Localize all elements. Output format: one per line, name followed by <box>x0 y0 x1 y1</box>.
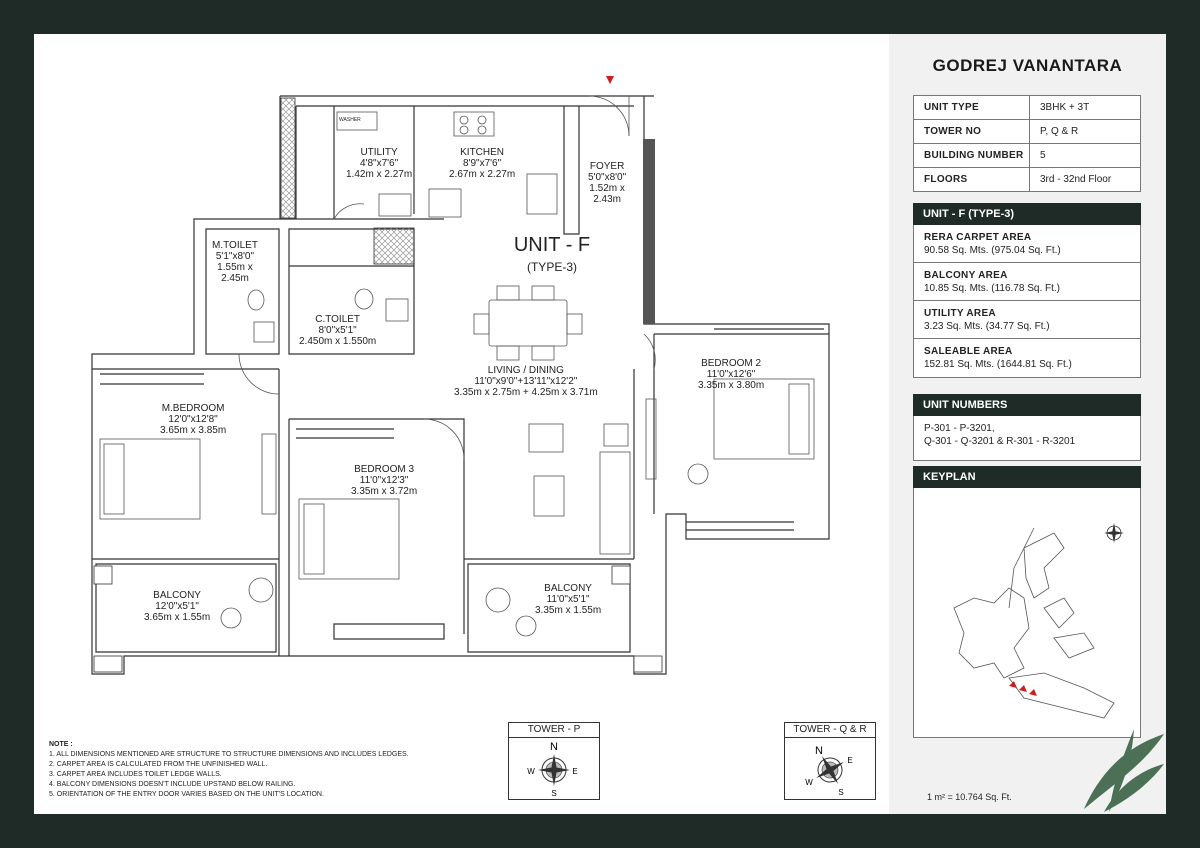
compass-icon <box>509 737 599 799</box>
unit-title: UNIT - F <box>513 234 591 256</box>
room-label-kitchen <box>449 147 515 180</box>
note-item: 2. CARPET AREA IS CALCULATED FROM THE UNFINISHED WALL. <box>49 761 268 768</box>
room-imperial: 4'8"x7'6" <box>359 158 399 169</box>
unit-info-table <box>913 95 1141 192</box>
room-imperial: 5'0"x8'0" <box>588 172 627 183</box>
room-imperial: 8'0"x5'1" <box>318 325 357 336</box>
room-imperial: 11'0"x12'3" <box>359 475 409 486</box>
room-name: UTILITY <box>360 147 398 158</box>
room-name: M.TOILET <box>212 240 258 251</box>
compass-caption: TOWER - P <box>509 723 599 738</box>
room-metric: 2.450m x 1.550m <box>299 336 377 347</box>
area-value: 90.58 Sq. Mts. (975.04 Sq. Ft.) <box>924 245 1061 256</box>
table-row <box>914 120 1141 144</box>
washer-label: WASHER <box>339 117 361 123</box>
notes-title: NOTE : <box>49 741 73 748</box>
plan-notes <box>49 740 409 800</box>
info-value: 3rd - 32nd Floor <box>1030 168 1141 192</box>
compass-icon <box>785 737 875 799</box>
room-imperial: 11'0"x12'6" <box>706 369 756 380</box>
room-label-bedroom-2 <box>698 358 764 391</box>
info-value: P, Q & R <box>1030 120 1141 144</box>
room-imperial: 5'1"x8'0" <box>215 251 255 262</box>
room-label-utility <box>346 147 412 180</box>
area-list <box>913 225 1141 378</box>
room-metric: 1.52m x <box>589 183 625 194</box>
list-item <box>914 301 1140 339</box>
room-metric: 1.42m x 2.27m <box>346 169 413 180</box>
room-metric: 3.35m x 1.55m <box>535 605 602 616</box>
compass-tower-q-r <box>784 722 876 800</box>
room-metric: 2.67m x 2.27m <box>449 169 516 180</box>
room-metric: 3.65m x 3.85m <box>160 425 227 436</box>
keyplan-heading: KEYPLAN <box>913 466 1141 488</box>
keyplan-map <box>914 488 1140 736</box>
room-metric: 2.45m <box>221 273 249 284</box>
table-row <box>914 168 1141 192</box>
room-metric: 2.43m <box>593 194 621 205</box>
compass-caption: TOWER - Q & R <box>785 723 875 738</box>
list-item <box>914 263 1140 301</box>
room-name: BEDROOM 3 <box>354 464 415 475</box>
room-metric: 3.35m x 3.80m <box>698 380 765 391</box>
info-key: TOWER NO <box>914 120 1030 144</box>
area-value: 10.85 Sq. Mts. (116.78 Sq. Ft.) <box>924 283 1060 294</box>
room-label-balcony-1 <box>144 590 210 623</box>
room-label-bedroom-3 <box>351 464 417 497</box>
info-key: UNIT TYPE <box>914 96 1030 120</box>
unit-numbers-heading: UNIT NUMBERS <box>913 394 1141 416</box>
room-label-balcony-2 <box>535 583 601 616</box>
unit-subtitle: (TYPE-3) <box>526 260 577 274</box>
area-value: 152.81 Sq. Mts. (1644.81 Sq. Ft.) <box>924 359 1072 370</box>
room-name: BALCONY <box>153 590 201 601</box>
keyplan-box <box>913 488 1141 738</box>
brand-title: GODREJ VANANTARA <box>932 56 1123 75</box>
room-metric: 3.35m x 2.75m + 4.25m x 3.71m <box>454 387 598 398</box>
floor-plan <box>34 34 889 814</box>
compass-tower-p <box>508 722 600 800</box>
room-name: M.BEDROOM <box>161 403 225 414</box>
unit-numbers-line-2: Q-301 - Q-3201 & R-301 - R-3201 <box>924 436 1076 447</box>
list-item <box>914 225 1140 263</box>
room-name: BALCONY <box>544 583 592 594</box>
compass-e: E <box>572 767 578 776</box>
room-label-living-dining <box>454 365 598 398</box>
area-key: SALEABLE AREA <box>924 346 1013 357</box>
compass-n: N <box>550 741 558 753</box>
note-item: 1. ALL DIMENSIONS MENTIONED ARE STRUCTURE TO STRUCTURE DIMENSIONS AND INCLUDES LEDGES. <box>49 751 409 758</box>
compass-s: S <box>838 788 844 797</box>
room-name: FOYER <box>589 161 625 172</box>
table-row <box>914 144 1141 168</box>
unit-section-heading: UNIT - F (TYPE-3) <box>913 203 1141 225</box>
room-imperial: 8'9"x7'6" <box>462 158 502 169</box>
room-name: KITCHEN <box>460 147 505 158</box>
room-imperial: 11'0"x9'0"+13'11"x12'2" <box>474 376 578 387</box>
area-key: RERA CARPET AREA <box>924 232 1032 243</box>
unit-conversion-note: 1 m² = 10.764 Sq. Ft. <box>927 792 1012 802</box>
entry-marker-icon <box>606 76 614 84</box>
info-panel <box>889 34 1166 814</box>
room-metric: 3.35m x 3.72m <box>351 486 418 497</box>
compass-w: W <box>805 778 813 787</box>
room-label-m-toilet <box>212 240 258 284</box>
room-name: C.TOILET <box>315 314 361 325</box>
room-metric: 3.65m x 1.55m <box>144 612 211 623</box>
keyplan-compass-icon <box>1104 523 1124 543</box>
room-metric: 1.55m x <box>217 262 253 273</box>
info-value: 5 <box>1030 144 1141 168</box>
compass-e: E <box>847 756 853 765</box>
note-item: 5. ORIENTATION OF THE ENTRY DOOR VARIES BASED ON THE UNIT'S LOCATION. <box>49 791 324 798</box>
unit-numbers-line-1: P-301 - P-3201, <box>924 423 995 434</box>
compass-n: N <box>815 745 823 757</box>
unit-numbers-box <box>913 416 1141 461</box>
table-row <box>914 96 1141 120</box>
room-label-m-bedroom <box>160 403 226 436</box>
room-imperial: 12'0"x12'8" <box>168 414 218 425</box>
room-label-c-toilet <box>299 314 376 347</box>
room-name: BEDROOM 2 <box>701 358 762 369</box>
compass-s: S <box>551 789 557 798</box>
room-label-foyer <box>588 161 626 205</box>
room-name: LIVING / DINING <box>487 365 564 376</box>
note-item: 4. BALCONY DIMENSIONS DOESN'T INCLUDE UPSTAND BELOW RAILING. <box>49 781 296 788</box>
room-imperial: 12'0"x5'1" <box>155 601 199 612</box>
area-value: 3.23 Sq. Mts. (34.77 Sq. Ft.) <box>924 321 1050 332</box>
info-key: BUILDING NUMBER <box>914 144 1030 168</box>
note-item: 3. CARPET AREA INCLUDES TOILET LEDGE WALLS. <box>49 771 222 778</box>
info-value: 3BHK + 3T <box>1030 96 1141 120</box>
area-key: UTILITY AREA <box>924 308 996 319</box>
brochure-page <box>34 34 1166 814</box>
area-key: BALCONY AREA <box>924 270 1008 281</box>
compass-w: W <box>527 767 535 776</box>
room-imperial: 11'0"x5'1" <box>546 594 590 605</box>
list-item <box>914 339 1140 377</box>
info-key: FLOORS <box>914 168 1030 192</box>
leaf-decoration-icon <box>1074 724 1166 814</box>
